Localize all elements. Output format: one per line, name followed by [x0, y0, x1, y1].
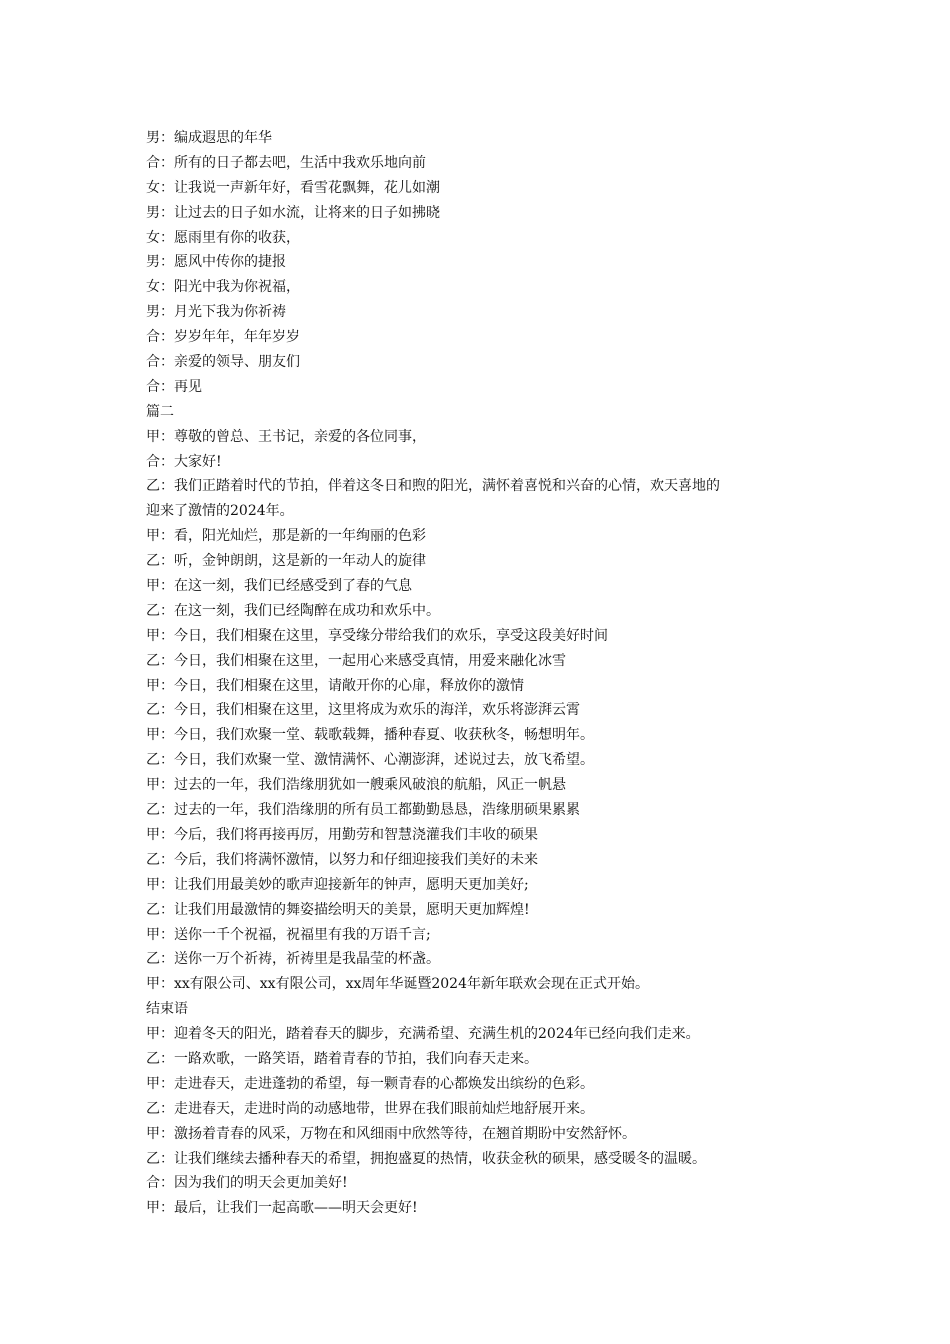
script-line: 女：愿雨里有你的收获， [146, 229, 300, 246]
script-line: 女：让我说一声新年好，看雪花飘舞，花儿如潮 [146, 179, 440, 196]
script-line: 甲：送你一千个祝福，祝福里有我的万语千言; [146, 926, 431, 943]
script-line: 乙：送你一万个祈祷，祈祷里是我晶莹的杯盏。 [146, 951, 440, 968]
script-line: 合：岁岁年年，年年岁岁 [146, 329, 300, 346]
script-line: 乙：今日，我们相聚在这里，一起用心来感受真情，用爱来融化冰雪 [146, 652, 566, 669]
script-line: 乙：让我们继续去播种春天的希望，拥抱盛夏的热情，收获金秋的硕果，感受暖冬的温暖。 [146, 1150, 706, 1167]
script-line: 合：因为我们的明天会更加美好! [146, 1175, 348, 1192]
script-line: 乙：今日，我们欢聚一堂、激情满怀、心潮澎湃，述说过去，放飞希望。 [146, 752, 594, 769]
script-line: 男：月光下我为你祈祷 [146, 304, 286, 321]
script-line: 男：编成遐思的年华 [146, 130, 272, 146]
section-heading: 结束语 [146, 1001, 188, 1018]
script-line: 女：阳光中我为你祝福， [146, 279, 300, 296]
script-line: 甲：尊敬的曾总、王书记，亲爱的各位同事， [146, 428, 426, 445]
script-line: 乙：今日，我们相聚在这里，这里将成为欢乐的海洋，欢乐将澎湃云霄 [146, 702, 580, 719]
script-line: 甲：走进春天，走进蓬勃的希望，每一颗青春的心都焕发出缤纷的色彩。 [146, 1075, 594, 1092]
script-line: 迎来了激情的2024年。 [146, 503, 294, 520]
script-line: 甲：今日，我们欢聚一堂、载歌载舞，播种春夏、收获秋冬，畅想明年。 [146, 727, 594, 744]
section-heading: 篇二 [146, 403, 174, 420]
script-line: 合：再见 [146, 378, 202, 395]
script-line: 男：愿风中传你的捷报 [146, 254, 286, 271]
script-line: 乙：走进春天，走进时尚的动感地带，世界在我们眼前灿烂地舒展开来。 [146, 1100, 594, 1117]
script-line: 甲：激扬着青春的风采，万物在和风细雨中欣然等待，在翘首期盼中安然舒怀。 [146, 1125, 636, 1142]
script-line: 男：让过去的日子如水流，让将来的日子如拂晓 [146, 204, 440, 221]
script-line: 甲：迎着冬天的阳光，踏着春天的脚步，充满希望、充满生机的2024年已经向我们走来。 [146, 1026, 700, 1043]
script-line: 乙：一路欢歌，一路笑语，踏着青春的节拍，我们向春天走来。 [146, 1050, 538, 1067]
script-line: 乙：过去的一年，我们浩缘朋的所有员工都勤勤恳恳，浩缘朋硕果累累 [146, 802, 580, 819]
script-line: 合：亲爱的领导、朋友们 [146, 354, 300, 371]
script-line: 乙：今后，我们将满怀激情，以努力和仔细迎接我们美好的未来 [146, 851, 538, 868]
script-line: 甲：今日，我们相聚在这里，请敞开你的心扉，释放你的激情 [146, 677, 524, 694]
script-line: 甲：最后，让我们一起高歌——明天会更好! [146, 1200, 418, 1217]
script-line: 乙：我们正踏着时代的节拍，伴着这冬日和煦的阳光，满怀着喜悦和兴奋的心情，欢天喜地的 [146, 478, 720, 495]
script-line: 乙：在这一刻，我们已经陶醉在成功和欢乐中。 [146, 602, 440, 619]
script-line: 甲：今后，我们将再接再厉，用勤劳和智慧浇灌我们丰收的硕果 [146, 826, 538, 843]
document-body [146, 126, 806, 1221]
script-line: 甲：看，阳光灿烂，那是新的一年绚丽的色彩 [146, 528, 426, 545]
script-line: 合：大家好! [146, 453, 222, 470]
script-line: 合：所有的日子都去吧，生活中我欢乐地向前 [146, 154, 426, 171]
script-line: 乙：听，金钟朗朗，这是新的一年动人的旋律 [146, 553, 426, 570]
script-line: 甲：今日，我们相聚在这里，享受缘分带给我们的欢乐，享受这段美好时间 [146, 627, 608, 644]
script-line: 甲：让我们用最美妙的歌声迎接新年的钟声，愿明天更加美好; [146, 876, 529, 893]
script-line: 乙：让我们用最激情的舞姿描绘明天的美景，愿明天更加辉煌! [146, 901, 530, 918]
script-line: 甲：在这一刻，我们已经感受到了春的气息 [146, 578, 412, 595]
script-line: 甲：xx有限公司、xx有限公司，xx周年华诞暨2024年新年联欢会现在正式开始。 [146, 976, 650, 993]
script-line: 甲：过去的一年，我们浩缘朋犹如一艘乘风破浪的航船，风正一帆悬 [146, 777, 566, 794]
